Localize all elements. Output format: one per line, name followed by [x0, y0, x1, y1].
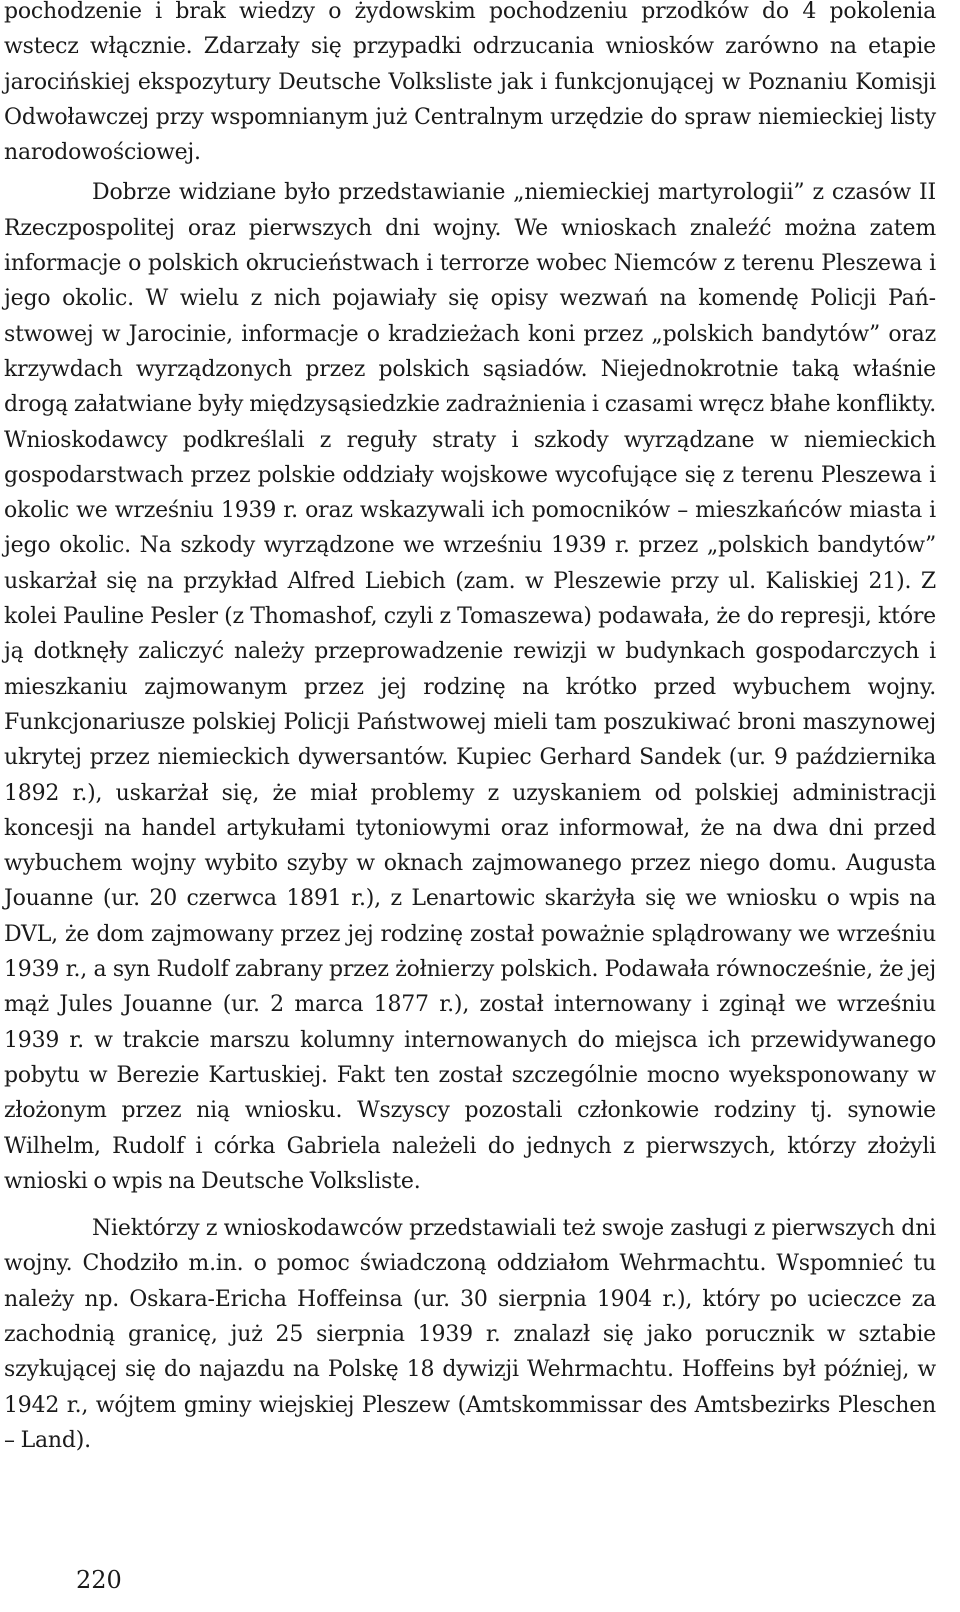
page-number: 220 [76, 1566, 122, 1594]
paragraph-2: Dobrze widziane było przedstawianie „niemieckiej martyrologii” z czasów II Rzeczpospolitej oraz pierwszych dni wojny. We wnioskach znaleźć można zatem informacje o polskich okrucieństwach i terrorze wobec Niemców z terenu Pleszewa i jego okolic. W wielu z nich pojawiały się opisy wezwań na komendę Policji Państwowej w Jarocinie, informacje o kradzieżach koni przez „polskich bandytów” oraz krzywdach wyrządzonych przez polskich sąsiadów. Niejednokrotnie taką właśnie drogą załatwiane były międzysąsiedzkie zadrażnienia i czasami wręcz błahe konflikty. Wnioskodawcy podkreślali z reguły straty i szkody wyrządzane w niemieckich gospodarstwach przez polskie oddziały wojskowe wycofujące się z terenu Pleszewa i okolic we wrześniu 1939 r. oraz wskazywali ich pomocników – mieszkańców miasta i jego okolic. Na szkody wyrządzone we wrześniu 1939 r. przez „polskich bandytów” uskarżał się na przykład Alfred Liebich (zam. w Pleszewie przy ul. Kaliskiej 21). Z kolei Pauline Pesler (z Thomashof, czyli z Tomaszewa) podawała, że do represji, które ją dotknęły zaliczyć należy przeprowadzenie rewizji w budynkach gospodarczych i mieszkaniu zajmowanym przez jej rodzinę na krótko przed wybuchem wojny. Funkcjonariusze polskiej Policji Państwowej mieli tam poszukiwać broni maszynowej ukrytej przez niemieckich dywersantów. Kupiec Gerhard Sandek (ur. 9 października 1892 r.), uskarżał się, że miał problemy z uzyskaniem od polskiej administracji koncesji na handel artykułami tytoniowymi oraz informował, że na dwa dni przed wybuchem wojny wybito szyby w oknach zajmowanego przez niego domu. Augusta Jouanne (ur. 20 czerwca 1891 r.), z Lenartowic skarżyła się we wniosku o wpis na DVL, że dom zajmowany przez jej rodzinę został poważnie splądrowany we wrześniu 1939 r., a syn Rudolf zabrany przez żołnierzy polskich. Podawała równocześnie, że jej mąż Jules Jouanne (ur. 2 marca 1877 r.), został internowany i zginął we wrześniu 1939 r. w trakcie marszu kolumny internowanych do miejsca ich przewidywanego pobytu w Berezie Kartuskiej. Fakt ten został szczególnie mocno wyeksponowany w złożonym przez nią wniosku. Wszyscy pozostali członkowie rodziny tj. synowie Wilhelm, Rudolf i córka Gabriela należeli do jednych z pierwszych, którzy złożyli wnioski o wpis na Deutsche Volksliste. [4, 180, 936, 1194]
paragraph-3: Niektórzy z wnioskodawców przedstawiali też swoje zasługi z pierwszych dni wojny. Chodziło m.in. o pomoc świadczoną oddziałom Wehrmachtu. Wspomnieć tu należy np. Oskara-Ericha Hoffeinsa (ur. 30 sierpnia 1904 r.), który po ucieczce za zachodnią granicę, już 25 sierpnia 1939 r. znalazł się jako porucznik w sztabie szykującej się do najazdu na Polskę 18 dywizji Wehrmachtu. Hoffeins był później, w 1942 r., wójtem gminy wiejskiej Pleszew (Amtskommissar des Amtsbezirks Pleschen – Land). [4, 1216, 936, 1453]
document-page [4, 0, 936, 1458]
paragraph-1: pochodzenie i brak wiedzy o żydowskim pochodzeniu przodków do 4 pokolenia wstecz włącznie. Zdarzały się przypadki odrzucania wniosków zarówno na etapie jarocińskiej ekspozytury Deutsche Volksliste jak i funkcjonującej w Poznaniu Komisji Odwoławczej przy wspomnianym już Centralnym urzędzie do spraw niemieckiej listy narodowościowej. [4, 0, 936, 166]
